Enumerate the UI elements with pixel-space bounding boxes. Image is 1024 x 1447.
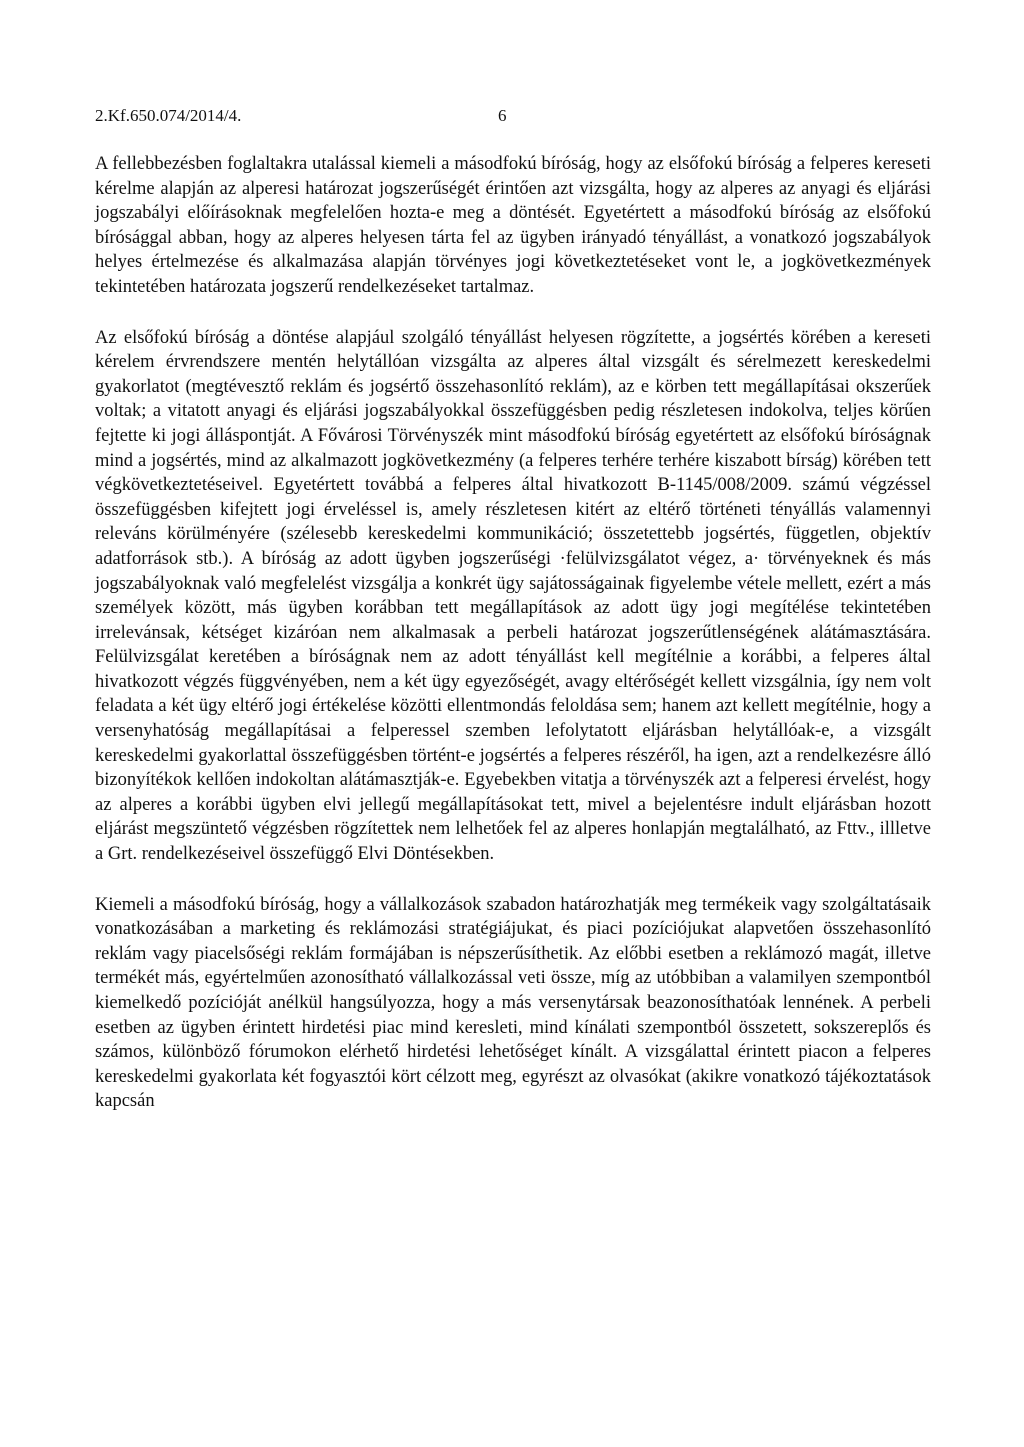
- page-number: 6: [498, 106, 507, 125]
- document-body: [95, 152, 931, 1140]
- paragraph-3: Kiemeli a másodfokú bíróság, hogy a vállalkozások szabadon határozhatják meg termékeik vagy szolgáltatásaik vonatkozásában a marketing és reklámozási stratégiájukat, és piaci pozíciójukat alapvetően összehasonlító reklám vagy piacelsőségi reklám formájában is népszerűsíthetik. Az előbbi esetben a reklámozó magát, illetve termékét más, egyértelműen azonosítható vállalkozással veti össze, míg az utóbbiban a valamilyen szempontból kiemelkedő pozícióját anélkül hangsúlyozza, hogy a más versenytársak beazonosíthatóak lennének. A perbeli esetben az ügyben érintett hirdetési piac mind keresleti, mind kínálati szempontból összetett, sokszereplős és számos, különböző fórumokon elérhető hirdetési lehetőséget kínált. A vizsgálattal érintett piacon a felperes kereskedelmi gyakorlata két fogyasztói kört célzott meg, egyrészt az olvasókat (akikre vonatkozó tájékoztatások kapcsán: [95, 894, 931, 1112]
- case-number: 2.Kf.650.074/2014/4.: [95, 106, 242, 125]
- paragraph-1: A fellebbezésben foglaltakra utalással kiemeli a másodfokú bíróság, hogy az elsőfokú bíróság a felperes kereseti kérelme alapján az alperesi határozat jogszerűségét érintően azt vizsgálta, hogy az alperes az anyagi és eljárási jogszabályi előírásoknak megfelelően hozta-e meg a döntését. Egyetértett a másodfokú bíróság az elsőfokú bírósággal abban, hogy az alperes helyesen tárta fel az ügyben irányadó tényállást, a vonatkozó jogszabályok helyes értelmezése és alkalmazása alapján törvényes jogi következtetéseket vont le, a jogkövetkezmények tekintetében határozata jogszerű rendelkezéseket tartalmaz.: [95, 154, 931, 297]
- paragraph-2: Az elsőfokú bíróság a döntése alapjául szolgáló tényállást helyesen rögzítette, a jogsértés körében a kereseti kérelem érvrendszere mentén helytállóan vizsgálta az alperes által vizsgált és sérelmezett kereskedelmi gyakorlatot (megtévesztő reklám és jogsértő összehasonlító reklám), az e körben tett megállapításai okszerűek voltak; a vitatott anyagi és eljárási jogszabályokkal összefüggésben pedig részletesen indokolva, teljes körűen fejtette ki jogi álláspontját. A Fővárosi Törvényszék mint másodfokú bíróság egyetértett az elsőfokú bíróságnak mind a jogsértés, mind az alkalmazott jogkövetkezmény (a felperes terhére terhére kiszabott bírság) körében tett végkövetkeztetéseivel. Egyetértett továbbá a felperes által hivatkozott B-1145/008/2009. számú végzéssel összefüggésben kifejtett jogi érveléssel is, amely részletesen kitért az eltérő történeti tényállás valamennyi releváns körülményére (szélesebb kereskedelmi kommunikáció; összetettebb jogsértés, független, objektív adatforrások stb.). A bíróság az adott ügyben jogszerűségi ·felülvizsgálatot végez, a· törvényeknek és más jogszabályoknak való megfelelést vizsgálja a konkrét ügy sajátosságainak figyelembe vétele mellett, ezért a más személyek között, más ügyben korábban tett megállapítások az adott ügy jogi megítélése tekintetében irrelevánsak, kétséget kizáróan nem alkalmasak a perbeli határozat jogszerűtlenségének alátámasztására. Felülvizsgálat keretében a bíróságnak nem az adott tényállást kell megítélnie a korábbi, a felperes által hivatkozott végzés függvényében, nem a két ügy egyezőségét, avagy eltérőségét kellett vizsgálnia, így nem volt feladata a két ügy eltérő jogi értékelése közötti ellentmondás feloldása sem; hanem azt kellett megítélnie, hogy a versenyhatóság megállapításai a felperessel szemben lefolytatott eljárásban helytállóak-e, a vizsgált kereskedelmi gyakorlattal összefüggésben történt-e jogsértés a felperes részéről, ha igen, azt a rendelkezésre álló bizonyítékok kellően indokoltan alátámasztják-e. Egyebekben vitatja a törvényszék azt a felperesi érvelést, hogy az alperes a korábbi ügyben elvi jellegű megállapításokat tett, mivel a bejelentésre indult eljárásban hozott eljárást megszüntető végzésben rögzítettek nem lelhetőek fel az alperes honlapján megtalálható, az Fttv., illletve a Grt. rendelkezéseivel összefüggő Elvi Döntésekben.: [95, 327, 931, 865]
- page-header: [95, 104, 935, 128]
